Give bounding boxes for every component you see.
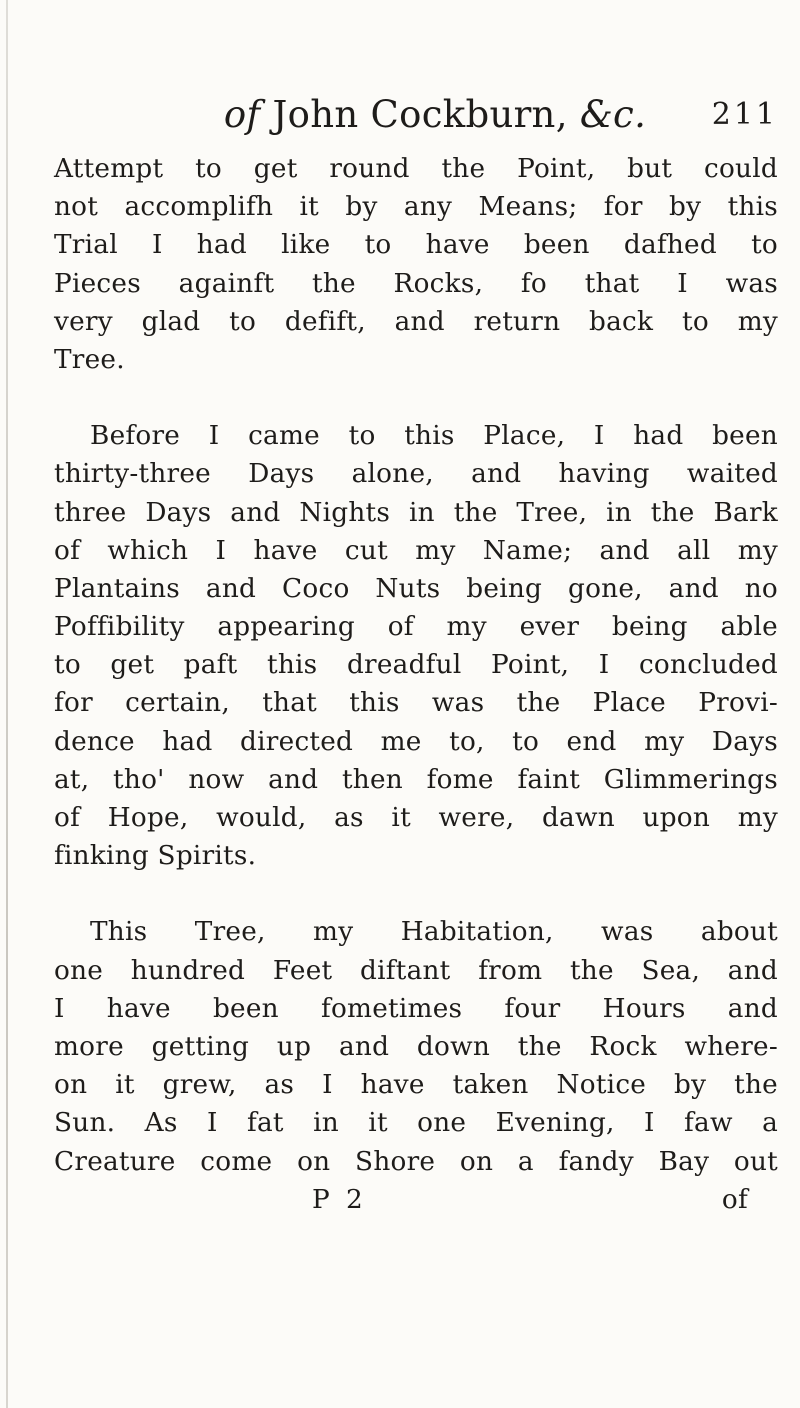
- text-line: for certain, that this was the Place Provi-: [54, 688, 778, 719]
- text-line: at, tho' now and then fome faint Glimmerings: [54, 764, 778, 795]
- text-line: Attempt to get round the Point, but could: [54, 154, 778, 184]
- text-line: one hundred Feet diftant from the Sea, and: [54, 955, 778, 986]
- text-line: not accomplifh it by any Means; for by this: [54, 192, 778, 223]
- text-line: more getting up and down the Rock where-: [54, 1031, 778, 1062]
- text-line: thirty-three Days alone, and having waited: [54, 459, 778, 490]
- running-head-etc: &c.: [579, 93, 647, 136]
- text-line: Pieces againft the Rocks, fo that I was: [54, 268, 778, 299]
- text-line: finking Spirits.: [54, 841, 257, 872]
- running-head-prefix: of: [223, 93, 261, 136]
- text-line: Trial I had like to have been dafhed to: [54, 230, 778, 261]
- text-line: Tree.: [54, 344, 125, 375]
- text-line: Plantains and Coco Nuts being gone, and no: [54, 573, 778, 604]
- text-line: dence had directed me to, to end my Days: [54, 726, 778, 757]
- text-line: of Hope, would, as it were, dawn upon my: [54, 803, 778, 833]
- text-line: very glad to defift, and return back to my: [54, 306, 778, 337]
- running-head-name: John Cockburn,: [272, 93, 568, 136]
- page-footer: [54, 1181, 778, 1219]
- page-gutter-shadow: [6, 0, 8, 1408]
- text-line: three Days and Nights in the Tree, in the Bark: [54, 497, 778, 528]
- text-line: Before I came to this Place, I had been: [90, 421, 778, 452]
- page-number: 211: [711, 97, 778, 132]
- text-line: This Tree, my Habitation, was about: [90, 917, 778, 948]
- signature-mark: P 2: [312, 1184, 367, 1215]
- text-line: Sun. As I fat in it one Evening, I faw a: [54, 1108, 778, 1139]
- body-text: [54, 150, 778, 1219]
- book-page: [54, 80, 778, 1219]
- paragraph-gap: [54, 875, 778, 913]
- catchword: of: [721, 1184, 748, 1215]
- paragraph-2: [54, 417, 778, 875]
- paragraph-3: [54, 913, 778, 1180]
- text-line: of which I have cut my Name; and all my: [54, 535, 778, 566]
- paragraph-1: [54, 150, 778, 379]
- text-line: to get paft this dreadful Point, I concluded: [54, 650, 778, 681]
- text-line: Poffibility appearing of my ever being able: [54, 612, 778, 643]
- text-line: Creature come on Shore on a fandy Bay out: [54, 1146, 778, 1177]
- running-head: [112, 80, 778, 150]
- paragraph-gap: [54, 379, 778, 417]
- text-line: on it grew, as I have taken Notice by the: [54, 1070, 778, 1101]
- text-line: I have been fometimes four Hours and: [54, 993, 778, 1024]
